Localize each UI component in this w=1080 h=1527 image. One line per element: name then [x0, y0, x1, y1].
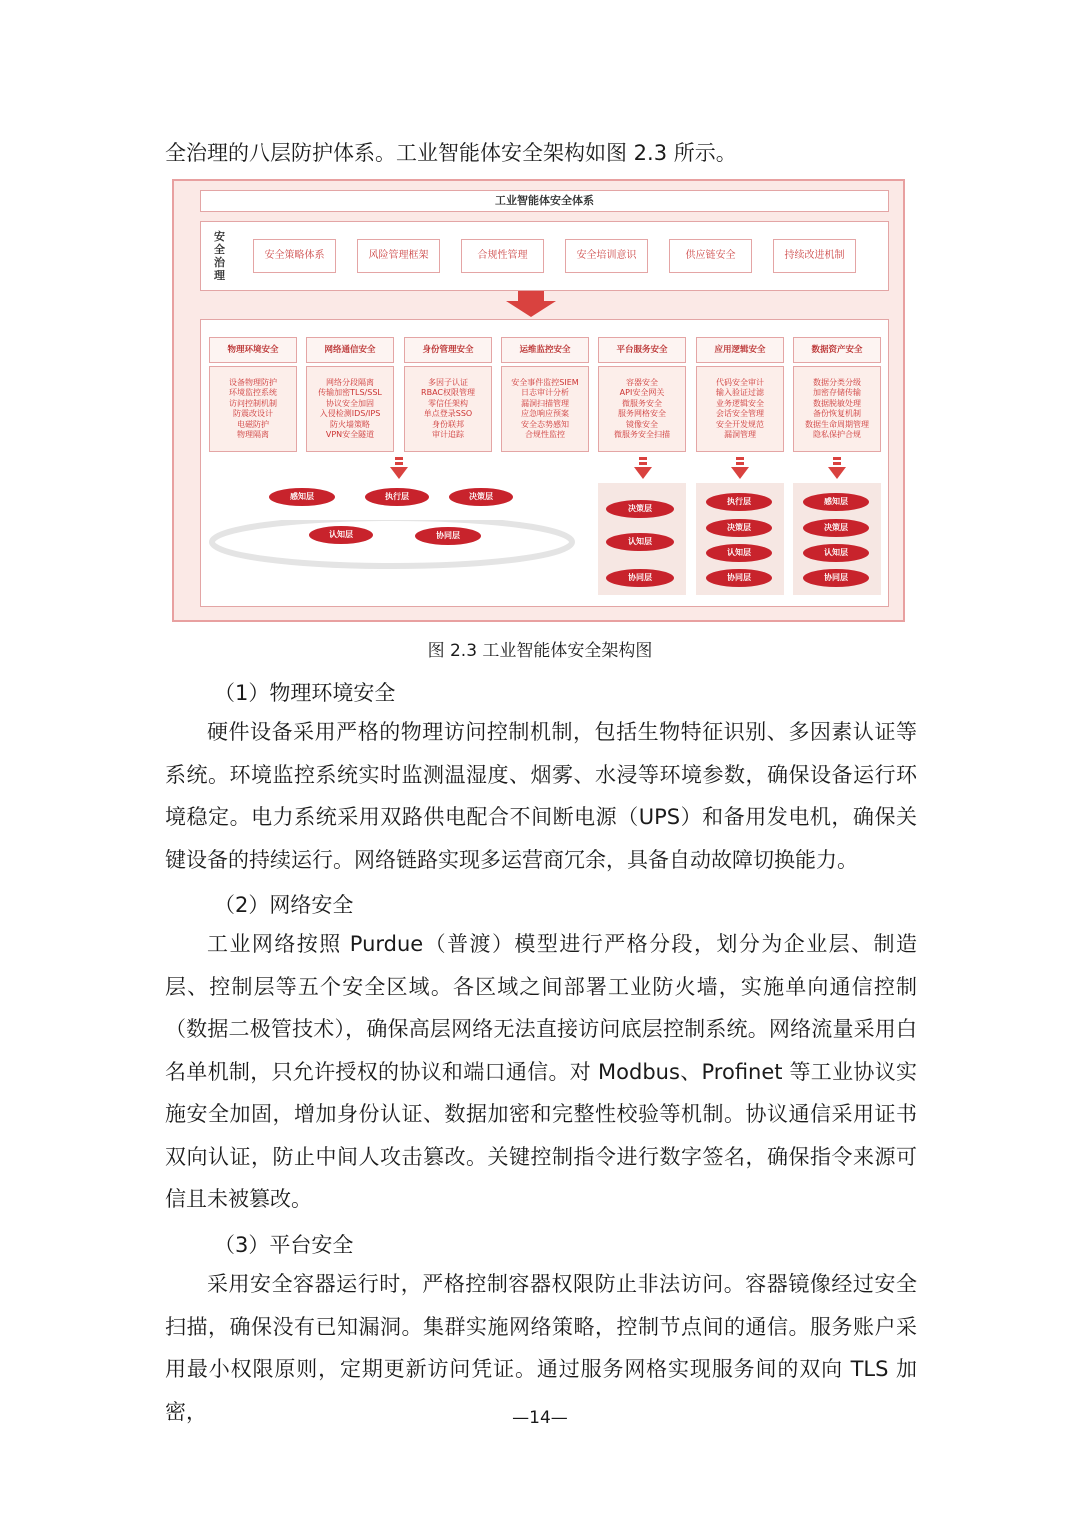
- layer-pill: 决策层: [449, 488, 513, 506]
- layer-pill: 认知层: [606, 533, 674, 551]
- section-heading: （1）物理环境安全: [214, 681, 396, 705]
- layer-pill: 决策层: [706, 519, 772, 537]
- layer-pill: 感知层: [269, 488, 335, 506]
- column-heading: 应用逻辑安全: [696, 337, 784, 363]
- layer-pill: 协同层: [706, 569, 772, 587]
- governance-item: 安全培训意识: [565, 239, 648, 273]
- layer-pill: 认知层: [803, 544, 869, 562]
- ring-ellipse: [207, 520, 577, 590]
- layer-column: [501, 337, 589, 452]
- layer-pill: 决策层: [803, 519, 869, 537]
- governance-item: 合规性管理: [461, 239, 544, 273]
- layer-column: [209, 337, 297, 452]
- layer-pill: 执行层: [365, 488, 429, 506]
- architecture-figure: [172, 179, 905, 622]
- column-heading: 数据资产安全: [793, 337, 881, 363]
- column-body: 数据分类分级 加密存储传输 数据脱敏处理 备份恢复机制 数据生命周期管理 隐私保护合规: [793, 366, 881, 452]
- layer-column: [598, 337, 686, 452]
- governance-row: [200, 221, 889, 291]
- section-heading: （2）网络安全: [214, 893, 354, 917]
- layer-pill: 执行层: [706, 493, 772, 511]
- intro-line: 全治理的八层防护体系。工业智能体安全架构如图 2.3 所示。: [165, 141, 737, 165]
- down-arrow-icon: [634, 457, 652, 481]
- column-body: 多因子认证 RBAC权限管理 零信任架构 单点登录SSO 身份联邦 审计追踪: [404, 366, 492, 452]
- section-paragraph: 硬件设备采用严格的物理访问控制机制，包括生物特征识别、多因素认证等系统。环境监控系统实时监测温湿度、烟雾、水浸等环境参数，确保设备运行环境稳定。电力系统采用双路供电配合不间断电源（UPS）和备用发电机，确保关键设备的持续运行。网络链路实现多运营商冗余，具备自动故障切换能力。: [165, 720, 917, 872]
- column-heading: 身份管理安全: [404, 337, 492, 363]
- down-arrow-icon: [828, 457, 846, 481]
- down-arrow-icon: [506, 291, 556, 317]
- layer-pill: 协同层: [803, 569, 869, 587]
- section-paragraph: 采用安全容器运行时，严格控制容器权限防止非法访问。容器镜像经过安全扫描，确保没有已知漏洞。集群实施网络策略，控制节点间的通信。服务账户采用最小权限原则，定期更新访问凭证。通过服务网格实现服务间的双向 TLS 加密，: [165, 1272, 917, 1424]
- governance-label: 安全治理: [214, 230, 225, 282]
- column-body: 代码安全审计 输入验证过滤 业务逻辑安全 会话安全管理 安全开发规范 漏洞管理: [696, 366, 784, 452]
- column-heading: 物理环境安全: [209, 337, 297, 363]
- layer-column: [696, 337, 784, 452]
- column-body: 网络分段隔离 传输加密TLS/SSL 协议安全加固 入侵检测IDS/IPS 防火墙策略 VPN安全隧道: [306, 366, 394, 452]
- page-number: —14—: [512, 1408, 568, 1428]
- layer-pill: 认知层: [309, 526, 373, 544]
- down-arrow-icon: [390, 457, 408, 481]
- column-body: 容器安全 API安全网关 微服务安全 服务网格安全 镜像安全 微服务安全扫描: [598, 366, 686, 452]
- governance-item: 持续改进机制: [773, 239, 856, 273]
- section-heading: （3）平台安全: [214, 1233, 354, 1257]
- section-paragraph: 工业网络按照 Purdue（普渡）模型进行严格分段，划分为企业层、制造层、控制层等五个安全区域。各区域之间部署工业防火墙，实施单向通信控制（数据二极管技术），确保高层网络无法直接访问底层控制系统。网络流量采用白名单机制，只允许授权的协议和端口通信。对 Modbus、Profinet 等工业协议实施安全加固，增加身份认证、数据加密和完整性校验等机制。协议通信采用证书双向认证，防止中间人攻击篡改。关键控制指令进行数字签名，确保指令来源可信且未被篡改。: [165, 932, 917, 1211]
- governance-item: 安全策略体系: [253, 239, 336, 273]
- layer-pill: 协同层: [415, 527, 481, 545]
- layer-column: [306, 337, 394, 452]
- column-body: 安全事件监控SIEM 日志审计分析 漏洞扫描管理 应急响应预案 安全态势感知 合规性监控: [501, 366, 589, 452]
- layer-column: [793, 337, 881, 452]
- column-heading: 运维监控安全: [501, 337, 589, 363]
- column-heading: 平台服务安全: [598, 337, 686, 363]
- down-arrow-icon: [731, 457, 749, 481]
- layer-pill: 感知层: [803, 493, 869, 511]
- layer-pill: 协同层: [606, 569, 674, 587]
- column-heading: 网络通信安全: [306, 337, 394, 363]
- figure-title: 工业智能体安全体系: [200, 190, 889, 212]
- layer-pill: 决策层: [606, 500, 674, 518]
- security-layers: [200, 319, 889, 607]
- column-body: 设备物理防护 环境监控系统 访问控制机制 防震改设计 电磁防护 物理隔离: [209, 366, 297, 452]
- layer-pill: 认知层: [706, 544, 772, 562]
- figure-caption: 图 2.3 工业智能体安全架构图: [427, 641, 653, 661]
- layer-column: [404, 337, 492, 452]
- governance-item: 供应链安全: [669, 239, 752, 273]
- governance-item: 风险管理框架: [357, 239, 440, 273]
